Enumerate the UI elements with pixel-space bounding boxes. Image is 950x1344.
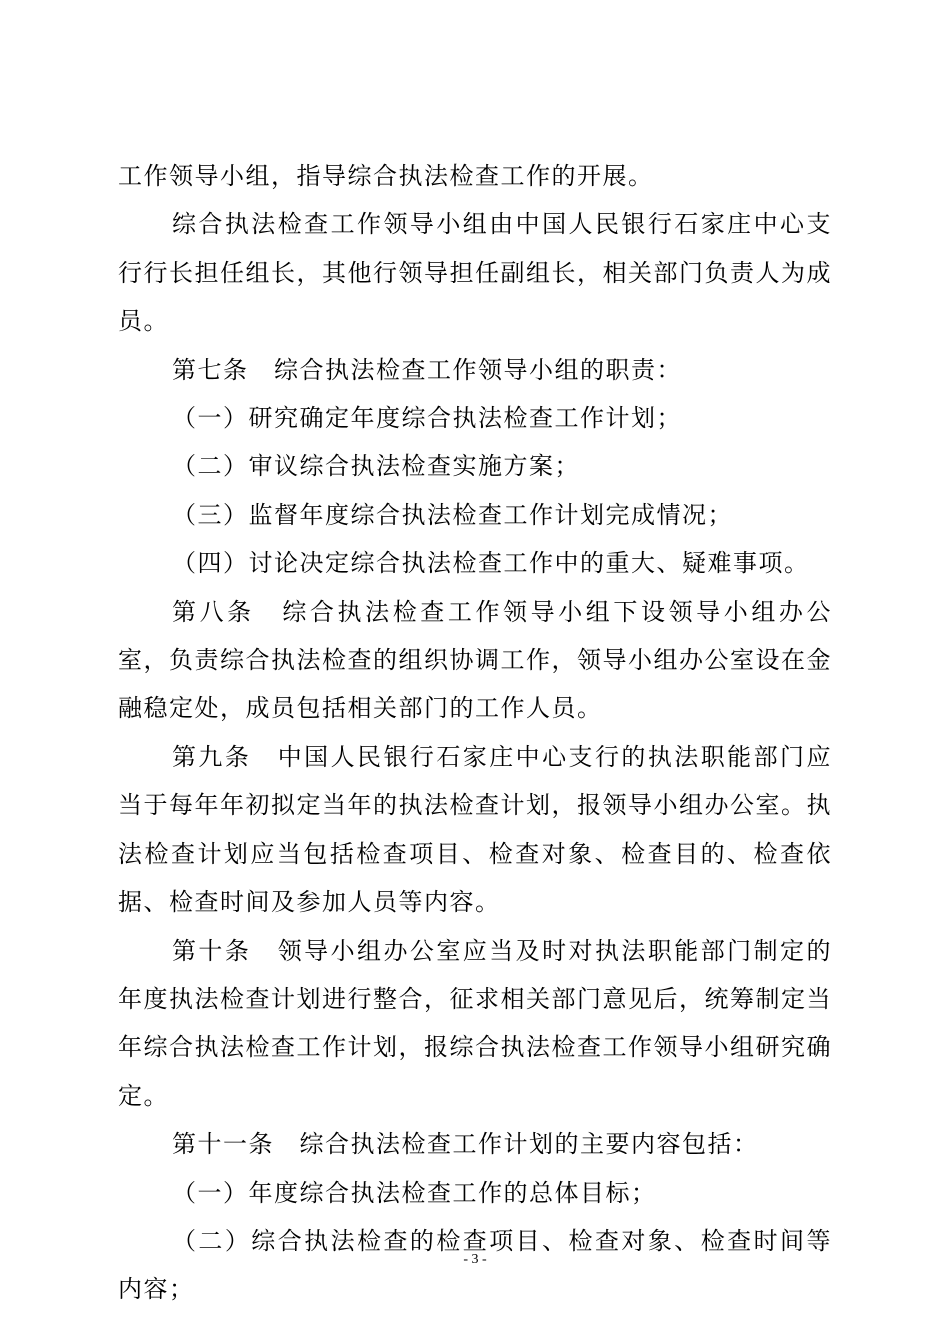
paragraph-leading-group-members: 综合执法检查工作领导小组由中国人民银行石家庄中心支行行长担任组长，其他行领导担任副组长，相关部门负责人为成员。 [118, 210, 832, 336]
article-8: 第八条 综合执法检查工作领导小组下设领导小组办公室，负责综合执法检查的组织协调工作，领导小组办公室设在金融稳定处，成员包括相关部门的工作人员。 [118, 597, 832, 723]
article-7-item-1: （一）研究确定年度综合执法检查工作计划； [172, 404, 682, 433]
article-7-item-3: （三）监督年度综合执法检查工作计划完成情况； [172, 500, 733, 529]
article-10: 第十条 领导小组办公室应当及时对执法职能部门制定的年度执法检查计划进行整合，征求相关部门意见后，统筹制定当年综合执法检查工作计划，报综合执法检查工作领导小组研究确定。 [118, 936, 832, 1110]
article-11-item-2: （二）综合执法检查的检查项目、检查对象、检查时间等内容； [118, 1226, 832, 1304]
paragraph-continuation: 工作领导小组，指导综合执法检查工作的开展。 [118, 162, 654, 190]
article-7-heading: 第七条 综合执法检查工作领导小组的职责： [172, 355, 682, 384]
article-7-item-4: （四）讨论决定综合执法检查工作中的重大、疑难事项。 [172, 549, 810, 578]
article-9: 第九条 中国人民银行石家庄中心支行的执法职能部门应当于每年年初拟定当年的执法检查计划，报领导小组办公室。执法检查计划应当包括检查项目、检查对象、检查目的、检查依据、检查时间及参加人员等内容。 [118, 742, 832, 917]
article-11-item-1: （一）年度综合执法检查工作的总体目标； [172, 1178, 657, 1207]
page-number: - 3 - [463, 1252, 487, 1267]
article-7-item-2: （二）审议综合执法检查实施方案； [172, 452, 580, 481]
article-11-heading: 第十一条 综合执法检查工作计划的主要内容包括： [172, 1130, 759, 1159]
document-body [118, 152, 832, 1314]
